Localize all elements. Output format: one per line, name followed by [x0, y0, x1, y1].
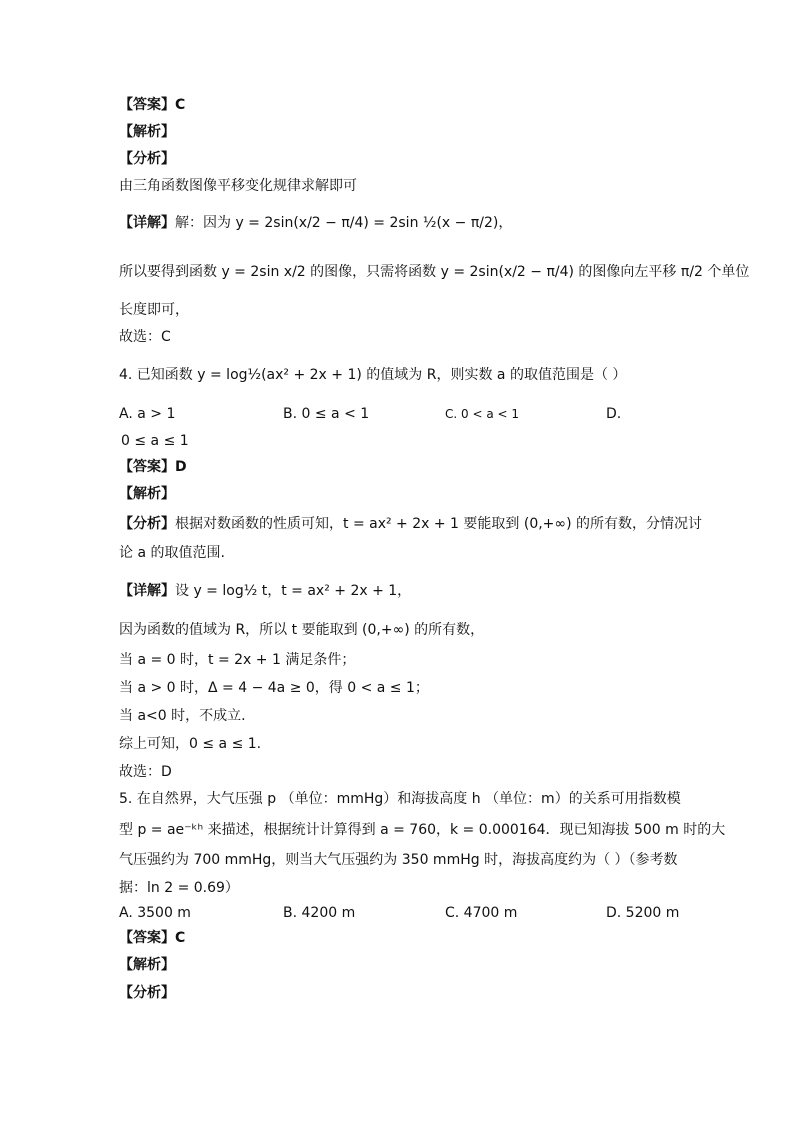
q4-line-3: 当 a > 0 时，Δ = 4 − 4a ≥ 0，得 0 < a ≤ 1； [119, 680, 429, 696]
q5-fenxi-label: 【分析】 [119, 985, 175, 1001]
q3-detail-text: 解：因为 y = 2sin(x/2 − π/4) = 2sin ½(x − π/2)， [175, 215, 513, 231]
q5-option-a: A. 3500 m [119, 905, 191, 921]
q3-detail-label: 【详解】 [119, 215, 175, 231]
q5-stem-4: 据：ln 2 = 0.69） [119, 880, 239, 896]
q5-stem-1: 5. 在自然界，大气压强 p （单位：mmHg）和海拔高度 h （单位：m）的关系可用指数模 [119, 791, 681, 807]
q4-fenxi-text: 根据对数函数的性质可知，t = ax² + 2x + 1 要能取到 (0,+∞) 的所有数，分情况讨 [175, 516, 702, 532]
q4-line-2: 当 a = 0 时，t = 2x + 1 满足条件； [119, 652, 356, 668]
q5-option-b: B. 4200 m [283, 905, 356, 921]
q5-stem-3: 气压强约为 700 mmHg，则当大气压强约为 350 mmHg 时，海拔高度约为（ ）（参考数 [119, 852, 678, 868]
q3-detail [119, 213, 512, 233]
q4-line-5: 综上可知，0 ≤ a ≤ 1. [119, 736, 262, 752]
q5-jiexi-label: 【解析】 [119, 957, 175, 973]
q5-answer: 【答案】C [119, 930, 186, 946]
q4-option-c: C. 0 < a < 1 [445, 407, 519, 421]
q4-detail [119, 581, 411, 601]
q4-option-b: B. 0 ≤ a < 1 [283, 406, 370, 422]
q3-fenxi-label: 【分析】 [119, 151, 175, 167]
q4-detail-label: 【详解】 [119, 583, 175, 599]
q5-option-d: D. 5200 m [606, 905, 680, 921]
q3-line2: 所以要得到函数 y = 2sin x/2 的图像，只需将函数 y = 2sin(x/2 − π/4) 的图像向左平移 π/2 个单位 [119, 264, 750, 280]
q4-jiexi-label: 【解析】 [119, 486, 175, 502]
q4-fenxi-text2: 论 a 的取值范围. [119, 545, 225, 561]
q4-line-4: 当 a<0 时，不成立. [119, 708, 246, 724]
q4-stem: 4. 已知函数 y = log½(ax² + 2x + 1) 的值域为 R，则实数 a 的取值范围是（ ） [119, 367, 627, 383]
q4-option-d-value: 0 ≤ a ≤ 1 [121, 433, 189, 449]
q3-fenxi-text: 由三角函数图像平移变化规律求解即可 [119, 178, 357, 194]
q4-option-d-label: D. [606, 406, 622, 422]
q3-answer: 【答案】C [119, 97, 186, 113]
q4-fenxi-label: 【分析】 [119, 516, 175, 532]
q4-line-1: 因为函数的值域为 R，所以 t 要能取到 (0,+∞) 的所有数， [119, 622, 485, 638]
q4-option-a: A. a > 1 [119, 406, 176, 422]
q3-line3: 长度即可， [119, 302, 189, 318]
q5-stem-2: 型 p = ae⁻ᵏʰ 来描述，根据统计计算得到 a = 760，k = 0.000164．现已知海拔 500 m 时的大 [119, 822, 726, 838]
q3-jiexi-label: 【解析】 [119, 124, 175, 140]
q4-answer: 【答案】D [119, 459, 187, 475]
q4-fenxi [119, 514, 702, 534]
q4-line-6: 故选：D [119, 764, 172, 780]
q5-option-c: C. 4700 m [445, 905, 518, 921]
q4-detail-text: 设 y = log½ t，t = ax² + 2x + 1， [175, 583, 412, 599]
q3-choose: 故选：C [119, 329, 171, 345]
